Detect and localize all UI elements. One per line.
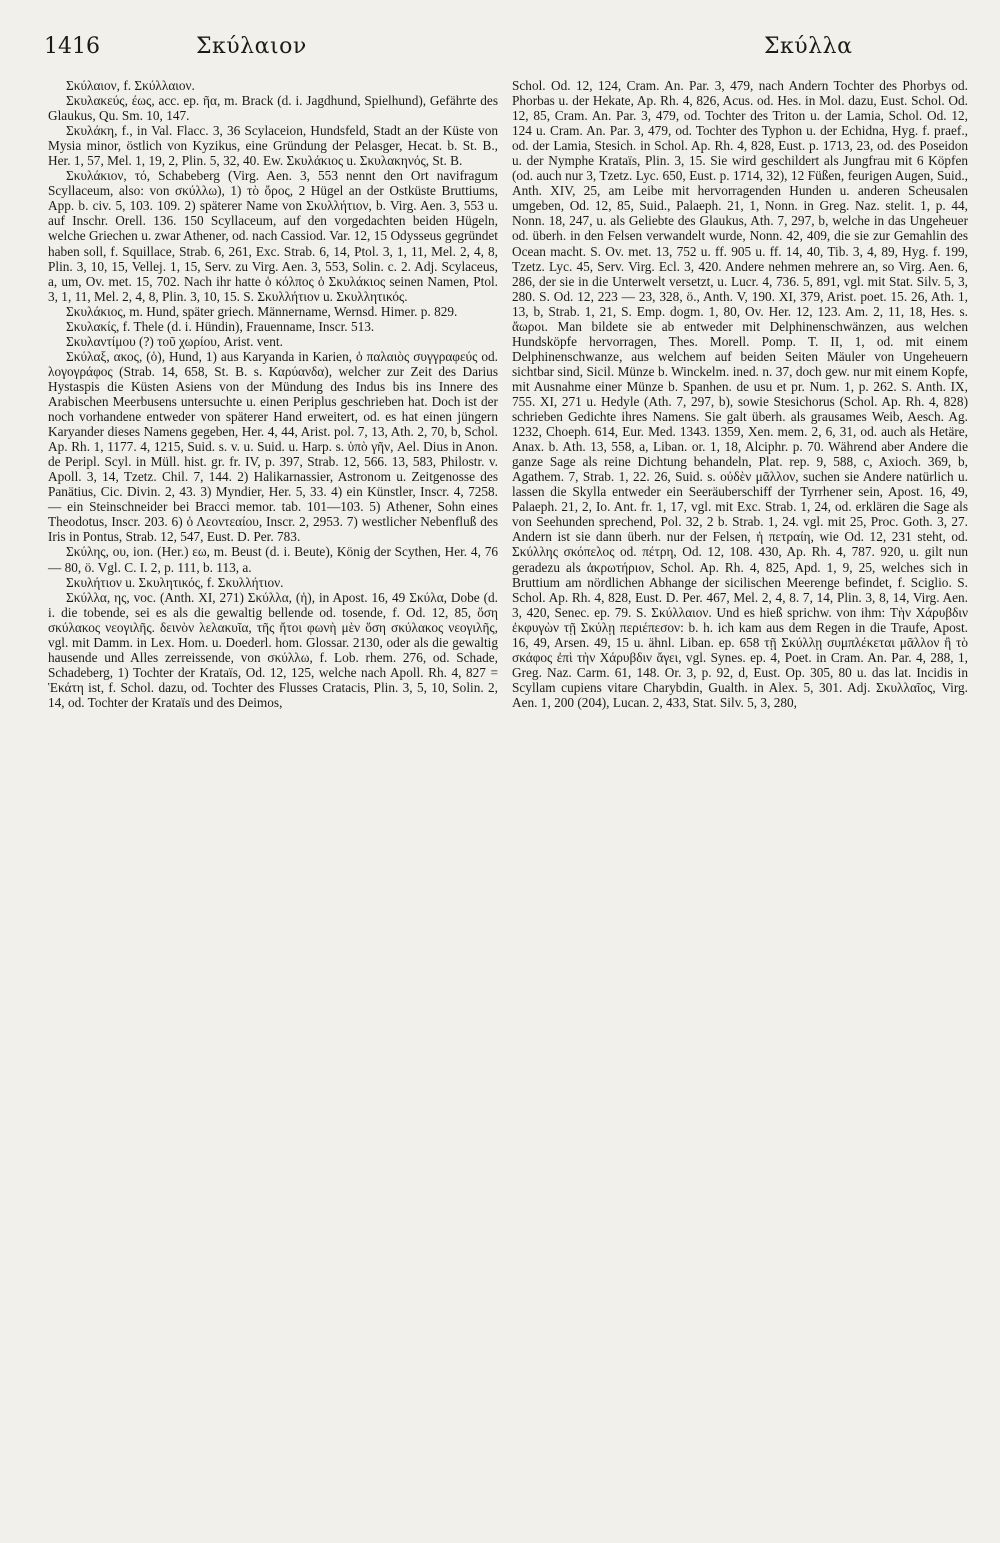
right-column — [512, 78, 968, 710]
entry: Σκύλλα, ης, voc. (Anth. XI, 271) Σκύλλα, (ἡ), in Apost. 16, 49 Σκύλα, Dobe (d. i. die tobende, sei es als die gewaltig bellende od. tosende, f. Od. 12, 85, ὅση σκύλακος νεογιλῆς. δεινὸν λελακυῖα, τῆς ἤτοι φωνὴ μὲν ὅση σκύλακος νεογιλῆς, vgl. mit Damm. in Lex. Hom. u. Doederl. hom. Glossar. 2130, oder als die gewaltig hausende und Alles zerreissende, von σκύλλω, f. Lob. rhem. 276, od. Schade, Schadeberg, 1) Tochter der Krataïs, Od. 12, 125, welche nach Apoll. Rh. 4, 827 = Ἑκάτη ist, f. Schol. dazu, od. Tochter des Flusses Cratacis, Plin. 3, 5, 10, Solin. 2, 14, od. Tochter der Krataïs und des Deimos, — [48, 589, 498, 710]
entry: Σκύλαξ, ακος, (ὁ), Hund, 1) aus Karyanda in Karien, ὁ παλαιὸς συγγραφεύς od. λογογράφος (Strab. 14, 658, St. B. s. Καρύανδα), welcher zur Zeit des Darius Hystaspis die Küsten Asiens von der Mündung des Indus bis ins Innere des Arabischen Meerbusens untersuchte u. einen Periplus geschrieben hat. Doch ist der noch vorhandene entweder von späterer Hand erweitert, od. es hat einen jüngern Karyander dieses Namens gegeben, Her. 4, 44, Arist. pol. 7, 13, Ath. 2, 70, b, Schol. Ap. Rh. 1, 1177. 4, 1215, Suid. s. v. u. Suid. u. Harp. s. ὑπὸ γῆν, Ael. Dius in Anon. de Peripl. Scyl. in Müll. hist. gr. fr. IV, p. 397, Strab. 12, 566. 13, 583, Philostr. v. Apoll. 3, 14, Tzetz. Chil. 7, 144. 2) Halikarnassier, Astronom u. Zeitgenosse des Panätius, Cic. Divin. 2, 43. 3) Myndier, Her. 5, 33. 4) ein Künstler, Inscr. 4, 7258. — ein Steinschneider bei Bracci memor. tab. 101—103. 5) Athener, Sohn eines Theodotus, Inscr. 203. 6) ὁ Λεοντεαίου, Inscr. 2, 2953. 7) westlicher Nebenfluß des Iris in Pontus, Strab. 12, 547, Eust. D. Per. 783. — [48, 348, 498, 545]
entry-continuation: Schol. Od. 12, 124, Cram. An. Par. 3, 479, nach Andern Tochter des Phorbys od. Phorbas u. der Hekate, Ap. Rh. 4, 826, Acus. od. Hes. in Mol. dazu, Eust. Schol. Od. 12, 85, Cram. An. Par. 3, 479, od. Tochter des Triton u. der Lamia, Schol. Od. 12, 124 u. Cram. An. Par. 3, 479, od. Tochter des Typhon u. der Echidna, Hyg. f. praef., od. der Lamia, Stesich. in Schol. Ap. Rh. 4, 828, Eust. p. 1713, 23, od. des Poseidon u. der Nymphe Krataïs, Plin. 3, 15. Sie wird geschildert als Jungfrau mit 6 Köpfen (od. auch nur 3, Tzetz. Lyc. 650, Eust. p. 1714, 32), 12 Füßen, feurigen Augen, Suid., Anth. XIV, 25, am Leibe mit hervorragenden Hunden u. anderen Scheusalen umgeben, Od. 12, 85, Suid., Palaeph. 21, 1, Nonn. in Greg. Naz. stelit. 1, p. 44, Nonn. 18, 247, u. als Geliebte des Glaukus, Ath. 7, 297, b, welche in das Ungeheuer od. überh. in den Felsen verwandelt wurde, Nonn. 42, 409, die sie zur Gemahlin des Ocean macht. S. Ov. met. 13, 752 u. ff. 905 u. ff. 14, 40, Tib. 3, 4, 89, Hyg. f. 199, Tzetz. Lyc. 45, Serv. Virg. Ecl. 3, 420. Andere nehmen mehrere an, so Virg. Aen. 6, 286, der sie in die Unterwelt versetzt, u. Lucr. 4, 736. 5, 891, vgl. mit Stat. Silv. 5, 3, 280. S. Od. 12, 223 — 23, 328, ö., Anth. V, 190. XI, 379, Arist. poet. 15. 26, Ath. 1, 13, b, Strab. 1, 21, S. Emp. dogm. 1, 80, Ov. Her. 12, 123. Am. 2, 11, 18, Hes. s. ἄωροι. Man bildete sie ab entweder mit Delphinenschwänzen, aus welchen Hundsköpfe hervorragen, Thes. Morell. Pomp. T. II, 1, od. mit einem Delphinenschwanze, aus welchem auf beiden Seiten Mäuler von Ungeheuern sichtbar sind, Sicil. Münze b. Winckelm. ined. n. 37, doch gew. nur mit einem Kopfe, mit Ausnahme einer Münze b. Spanhen. de usu et pr. Num. 1, p. 262. S. Anth. IX, 755. XI, 271 u. Hedyle (Ath. 7, 297, b), sowie Stesichorus (Schol. Ap. Rh. 4, 828) schrieben Gedichte ihres Namens. Sie galt überh. als grausames Weib, Aesch. Ag. 1232, Choeph. 614, Eur. Med. 1343. 1359, Xen. mem. 2, 6, 31, od. auch als Hetäre, Anax. b. Ath. 13, 558, a, Liban. or. 1, 18, Alciphr. p. 70. Während aber Andere die ganze Sage als reine Dichtung behandeln, Plat. rep. 9, 588, c, Axioch. 369, b, Agathem. 7, Strab. 1, 22. 26, Suid. s. οὐδὲν μᾶλλον, suchen sie Andere natürlich u. lassen die Skylla entweder ein Seeräuberschiff der Tyrrhener sein, Apost. 16, 49, Palaeph. 21, 2, Io. Ant. fr. 1, 17, vgl. mit Exc. Strab. 1, 24, od. erklären die Sage als von Seehunden sprechend, Pol. 32, 2 b. Strab. 1, 24. vgl. mit 25, Proc. Goth. 3, 27. Andern ist sie dann überh. nur der Felsen, ἡ πετραίη, wie Od. 12, 231 steht, od. Σκύλλης σκόπελος od. πέτρη, Od. 12, 108. 430, Ap. Rh. 4, 787. 920, u. gilt nun geradezu als ἀκρωτήριον, Schol. Ap. Rh. 4, 825, Apd. 1, 9, 25, welches sich in Bruttium am nördlichen Abhange der sicilischen Meerenge befindet, f. Sciglio. S. Schol. Ap. Rh. 4, 828, Eust. D. Per. 467, Mel. 2, 4, 8. 7, 14, Plin. 3, 8, 14, Virg. Aen. 3, 420, Senec. ep. 79. S. Σκύλλαιον. Und es hieß sprichw. von ihm: Τὴν Χάρυβδιν ἐκφυγὼν τῇ Σκύλῃ περιέπεσον: b. h. ich kam aus dem Regen in die Traufe, Apost. 16, 49, Arsen. 49, 15 u. ähnl. Liban. ep. 658 τῇ Σκύλλῃ συμπλέκεται μᾶλλον ἢ τὸ σκάφος ἐπὶ τὴν Χάρυβδιν ἄγει, vgl. Synes. ep. 4, Poet. in Cram. An. Par. 4, 288, 1, Greg. Naz. Carm. 61, 148. Or. 3, p. 92, d, Eust. Op. 305, 80 u. das lat. Incidis in Scyllam cupiens vitare Charybdin, Gualth. in Alex. 5, 301. Adj. Σκυλλαῖος, Virg. Aen. 1, 200 (204), Lucan. 2, 433, Stat. Silv. 5, 3, 280, — [512, 78, 968, 710]
left-running-headword: Σκύλαιον — [196, 34, 307, 59]
entry: Σκυλακεύς, έως, acc. ep. ῆα, m. Brack (d. i. Jagdhund, Spielhund), Gefährte des Glaukus, Qu. Sm. 10, 147. — [48, 93, 498, 124]
entry: Σκυλακίς, f. Thele (d. i. Hündin), Frauenname, Inscr. 513. — [66, 318, 375, 334]
entry: Σκυλάκη, f., in Val. Flacc. 3, 36 Scylaceion, Hundsfeld, Stadt an der Küste von Mysia minor, östlich von Kyzikus, eine Gründung der Pelasger, Hecat. b. St. B., Her. 1, 57, Mel. 1, 19, 2, Plin. 5, 32, 40. Ew. Σκυλάκιος u. Σκυλακηνός, St. B. — [48, 123, 498, 169]
entry: Σκυλάκιον, τό, Schabeberg (Virg. Aen. 3, 553 nennt den Ort navifragum Scyllaceum, also: von σκύλλω), 1) τὸ ὄρος, 2 Hügel an der Ostküste Bruttiums, App. b. civ. 5, 103. 109. 2) späterer Name von Σκυλλήτιον, b. Virg. Aen. 3, 553 u. auf Inschr. Orell. 136. 150 Scyllaceum, auf den vorgedachten beiden Hügeln, welche Griechen u. zwar Athener, od. nach Cassiod. Var. 12, 15 Odysseus gegründet haben soll, f. Squillace, Strab. 6, 261, Exc. Strab. 6, 14, Ptol. 3, 1, 11, Mel. 2, 4, 8, Plin. 3, 10, 15, Vellej. 1, 15, Serv. zu Virg. Aen. 3, 553, Solin. c. 2. Adj. Scylaceus, a, um, Ov. met. 15, 702. Nach ihr hatte ὁ κόλπος ὁ Σκυλάκιος seinen Namen, Ptol. 3, 1, 11, Mel. 2, 4, 8, Plin. 3, 10, 15. S. Σκυλλήτιον u. Σκυλλητικός. — [48, 168, 498, 304]
right-running-headword: Σκύλλα — [764, 34, 853, 59]
entry: Σκυλαντίμου (?) τοῦ χωρίου, Arist. vent. — [66, 333, 283, 349]
left-column — [48, 78, 498, 710]
entry: Σκύλης, ου, ion. (Her.) εω, m. Beust (d. i. Beute), König der Scythen, Her. 4, 76 — 80, ö. Vgl. C. I. 2, p. 111, b. 113, a. — [48, 544, 498, 575]
page-header — [44, 30, 980, 74]
entry: Σκυλάκιος, m. Hund, später griech. Männername, Wernsd. Himer. p. 829. — [66, 303, 458, 319]
page-number: 1416 — [44, 34, 100, 59]
entry: Σκύλαιον, f. Σκύλλαιον. — [66, 78, 195, 93]
entry: Σκυλήτιον u. Σκυλητικός, f. Σκυλλήτιον. — [66, 574, 284, 590]
